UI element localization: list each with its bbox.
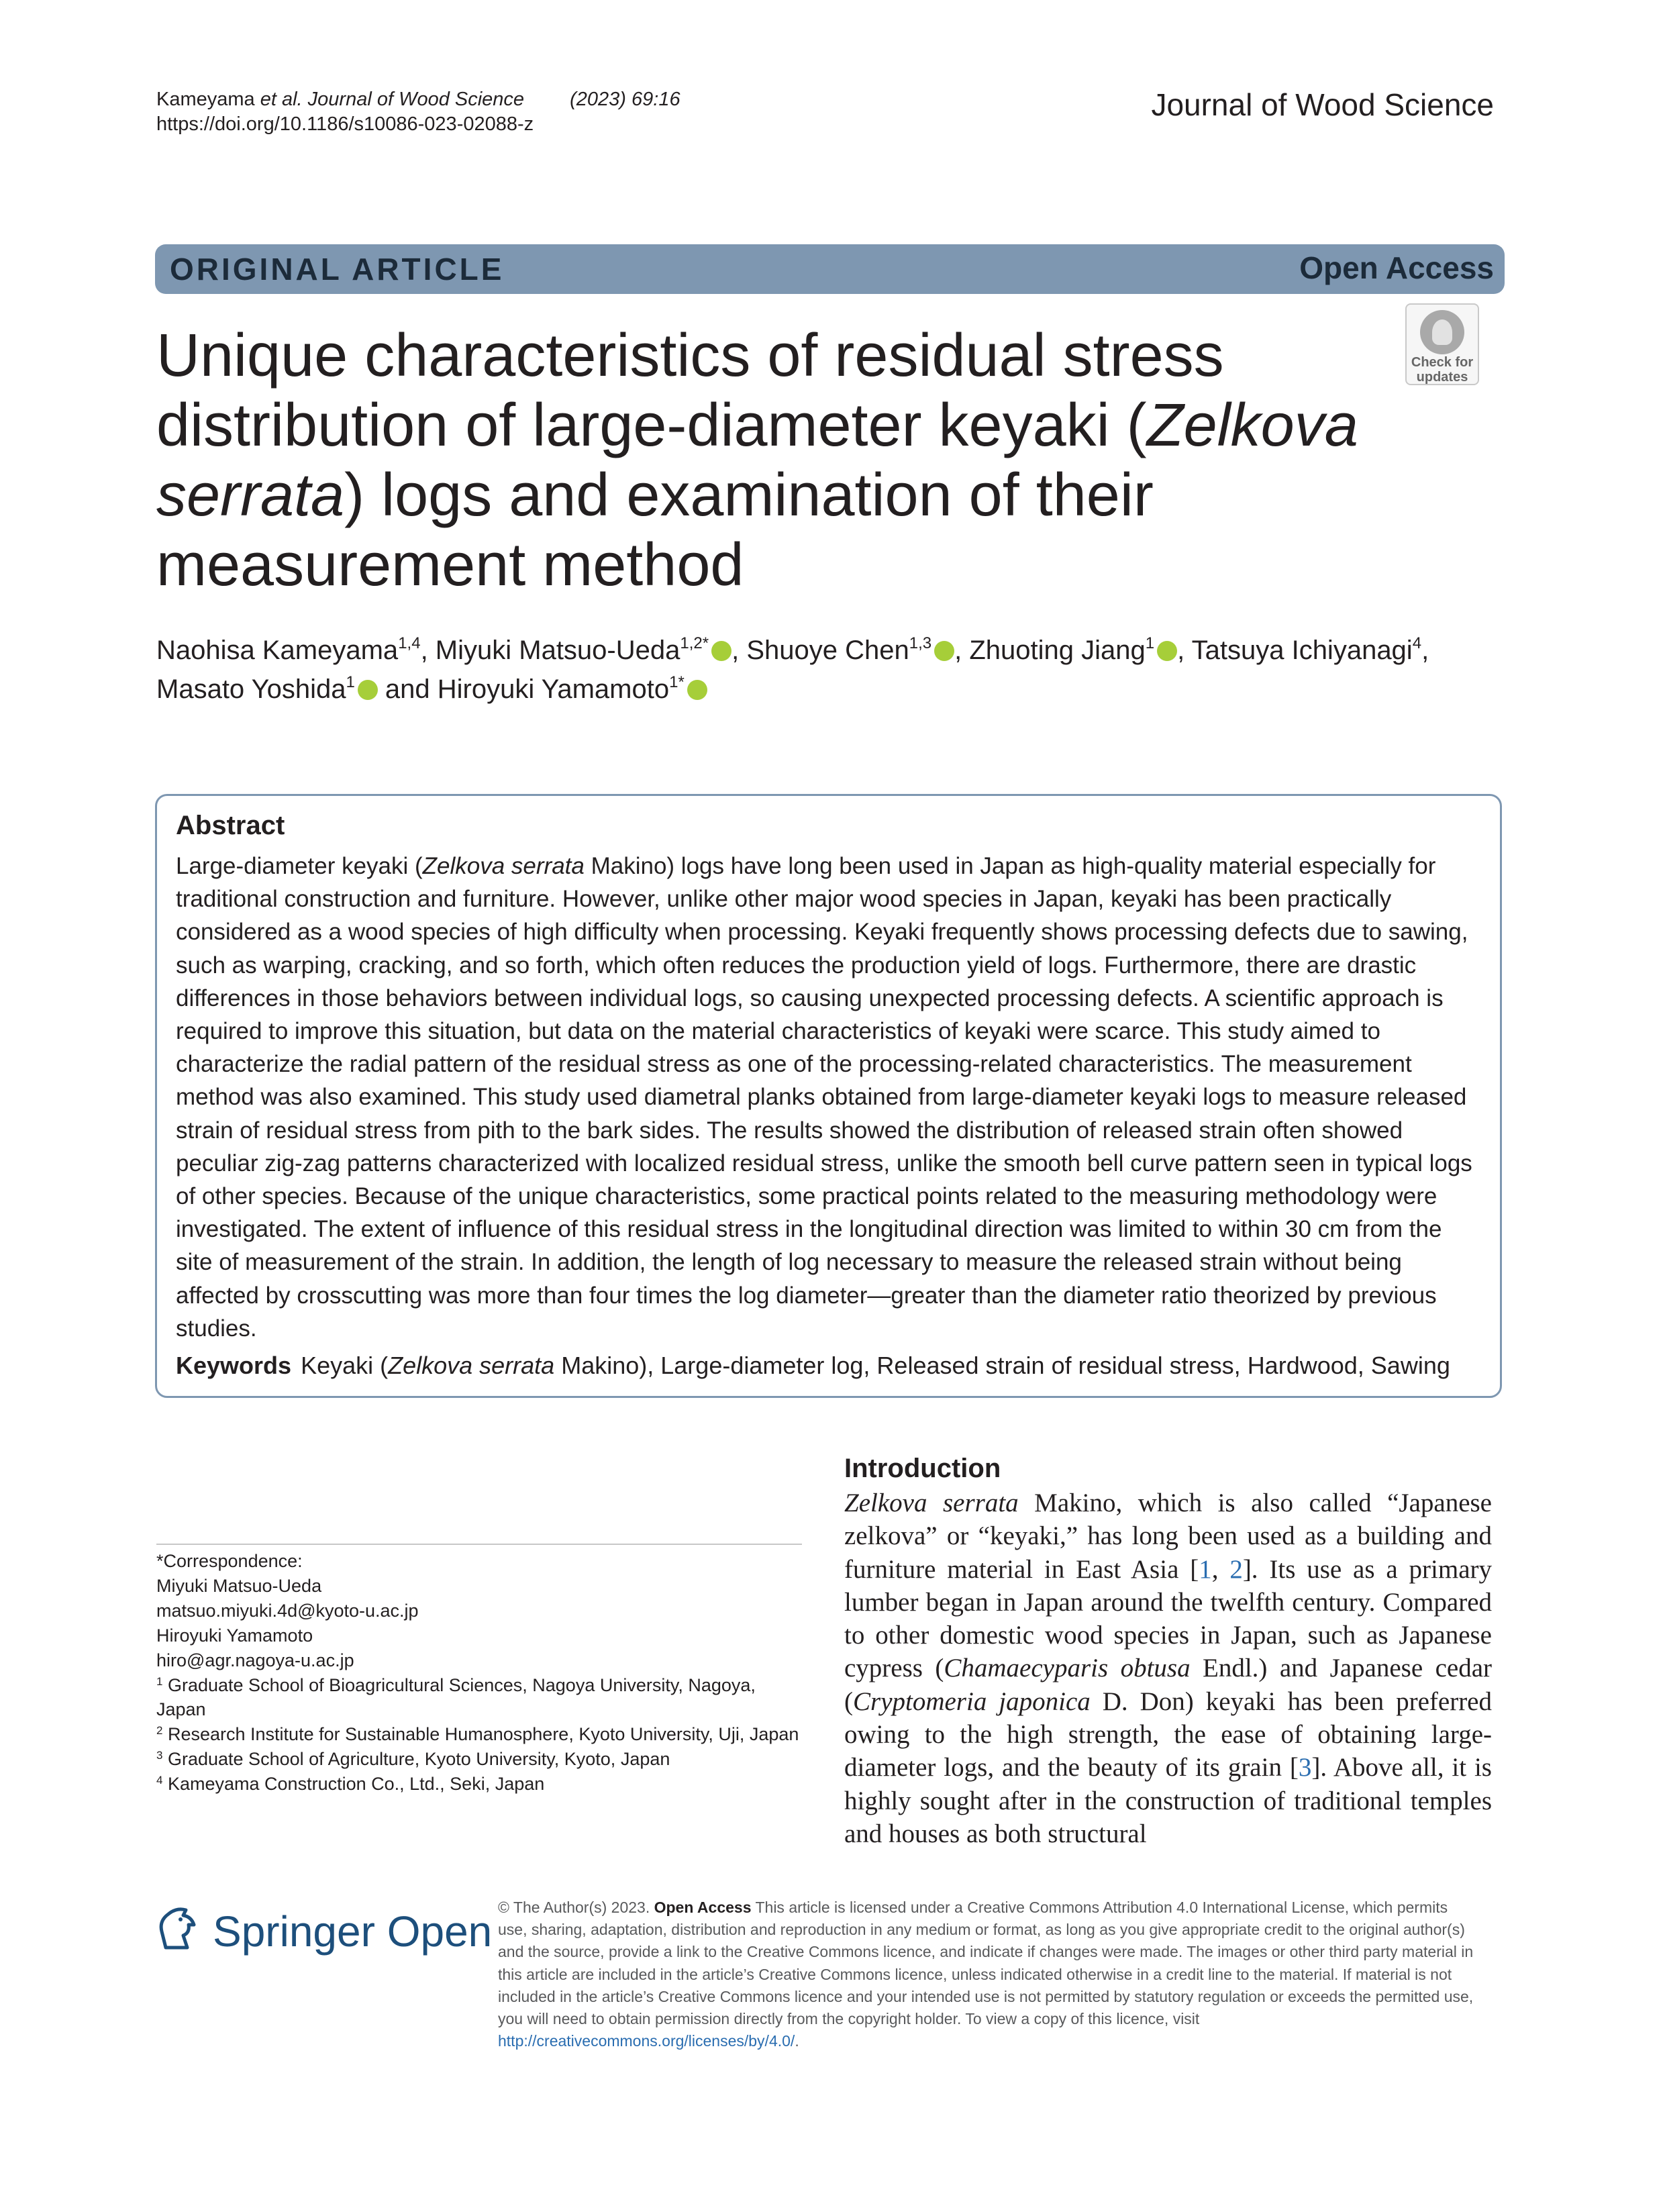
author-name: Zhuoting Jiang (969, 636, 1146, 665)
doi-link[interactable]: https://doi.org/10.1186/s10086-023-02088-z (156, 113, 534, 135)
text-fragment: This article is licensed under a Creative Commons Attribution 4.0 International License, which permits use, sharing, adaptation, distribution and reproduction in any medium or format, as long as you give appropriate credit to the original author(s) and the source, provide a link to the Creative Commons licence, and indicate if changes were made. The images or other third party material in this article are included in the article’s Creative Commons licence, unless indicated otherwise in a credit line to the material. If material is not included in the article’s Creative Commons licence and your intended use is not permitted by statutory regulation or exceeds the permitted use, you will need to obtain permission directly from the copyright holder. To view a copy of this licence, visit (498, 1899, 1474, 2028)
check-updates-line1: Check for (1411, 355, 1474, 370)
text-fragment: Unique characteristics of residual stress distribution of large-diameter keyaki ( (156, 322, 1224, 459)
author-name: Shuoye Chen (746, 636, 909, 665)
citation-year: (2023) 69:16 (570, 89, 680, 110)
introduction-heading: Introduction (844, 1454, 1001, 1483)
citation-etal: et al. (260, 89, 303, 110)
publisher-name-b: Open (387, 1907, 493, 1956)
correspondence-label: *Correspondence: (156, 1551, 303, 1571)
text-fragment: Zelkova serrata (388, 1352, 555, 1379)
orcid-icon[interactable] (358, 680, 378, 700)
author-name: Miyuki Matsuo-Ueda (435, 636, 680, 665)
citation-authors: Kameyama (156, 89, 260, 110)
text-fragment: Chamaecyparis obtusa (944, 1654, 1191, 1683)
springer-horse-icon (156, 1905, 201, 1952)
author-separator: and (377, 674, 438, 704)
author-affiliation: 1,4 (398, 634, 421, 652)
author-separator: , (1421, 636, 1429, 665)
article-title (156, 321, 1445, 600)
text-fragment: Keyaki ( (301, 1352, 389, 1379)
orcid-icon[interactable] (1157, 641, 1177, 661)
reference-link-3[interactable]: 3 (1298, 1753, 1312, 1782)
affiliation-item (156, 1673, 801, 1723)
correspondence-name-2: Hiroyuki Yamamoto (156, 1625, 313, 1646)
text-fragment: © The Author(s) 2023. (498, 1899, 654, 1916)
text-fragment: ) logs and examination of their measurement method (156, 462, 1154, 599)
text-fragment: Open Access (654, 1899, 752, 1916)
author-affiliation: 1 (346, 673, 355, 691)
affiliation-item (156, 1747, 801, 1772)
text-fragment: ]. Above all, it is highly sought after in the construction of traditional temples and houses as both structural (844, 1753, 1492, 1848)
springer-open-logo (156, 1899, 493, 1966)
orcid-icon[interactable] (934, 641, 954, 661)
article-type: ORIGINAL ARTICLE (170, 252, 505, 287)
affiliation-item (156, 1772, 801, 1797)
publisher-name-a: Springer (213, 1907, 375, 1956)
author-affiliation: 1,3 (909, 634, 932, 652)
author-name: Tatsuya Ichiyanagi (1191, 636, 1413, 665)
author-separator: , (1177, 636, 1192, 665)
text-fragment: Zelkova serrata (156, 392, 1358, 529)
keywords (176, 1352, 1450, 1380)
orcid-icon[interactable] (687, 680, 707, 700)
introduction-text (844, 1487, 1492, 1850)
affiliation-number: 4 (156, 1774, 163, 1787)
journal-name: Journal of Wood Science (1151, 87, 1494, 122)
author-name: Hiroyuki Yamamoto (437, 674, 670, 704)
text-fragment: Makino) logs have long been used in Japan as high-quality material especially for traditional construction and furniture. However, unlike other major wood species in Japan, keyaki has been practically considered as a wood species of high difficulty when processing. Keyaki frequently shows processing defects due to sawing, such as warping, cracking, and so forth, which often reduces the production yield of logs. Furthermore, there are drastic differences in those behaviors between individual logs, so causing unexpected processing defects. A scientific approach is required to improve this situation, but data on the material characteristics of keyaki were scarce. This study aimed to characterize the radial pattern of the residual stress as one of the processing-related characteristics. The measurement method was also examined. This study used diametral planks obtained from large-diameter keyaki logs to measure released strain of residual stress from pith to the bark sides. The results showed the distribution of released strain often showed peculiar zig-zag patterns characterized with localized residual stress, unlike the smooth bell curve pattern seen in typical logs of other species. Because of the unique characteristics, some practical points related to the measuring methodology were investigated. The extent of influence of this residual stress in the longitudinal direction was limited to within 30 cm from the site of measurement of the strain. In addition, the length of log necessary to measure the released strain without being affected by crosscutting was more than four times the log diameter—greater than the diameter ratio theorized by previous studies. (176, 853, 1472, 1342)
abstract-box (155, 794, 1502, 1398)
author-affiliation: 1,2* (680, 634, 709, 652)
text-fragment: Zelkova serrata (422, 853, 585, 879)
affiliation-text: Kameyama Construction Co., Ltd., Seki, Japan (167, 1774, 545, 1795)
license-link[interactable]: http://creativecommons.org/licenses/by/4.0/ (498, 2032, 795, 2050)
abstract-heading: Abstract (176, 811, 285, 840)
affiliation-number: 2 (156, 1724, 163, 1738)
text-fragment: Endl.) and Japanese cedar ( (844, 1654, 1493, 1716)
check-updates-line2: updates (1416, 370, 1468, 385)
correspondence-email-2[interactable]: hiro@agr.nagoya-u.ac.jp (156, 1650, 354, 1670)
text-fragment: , (1211, 1554, 1230, 1584)
keywords-label: Keywords (176, 1352, 292, 1379)
author-separator: , (731, 636, 747, 665)
correspondence-block (156, 1549, 801, 1797)
author-separator: , (420, 636, 436, 665)
text-fragment: D. Don) keyaki has been preferred owing to the high strength, the ease of obtaining large-diameter logs, and the beauty of its grain [ (844, 1687, 1492, 1782)
affiliation-number: 1 (156, 1674, 163, 1688)
affiliation-text: Research Institute for Sustainable Humanosphere, Kyoto University, Uji, Japan (167, 1724, 799, 1745)
text-fragment: Large-diameter keyaki ( (176, 853, 423, 879)
text-fragment: ]. Its use as a primary lumber began in Japan around the twelfth century. Compared to other domestic wood species in Japan, such as Japanese cypress ( (844, 1554, 1492, 1683)
text-fragment: Zelkova serrata (844, 1489, 1019, 1517)
article-type-banner (155, 244, 1505, 294)
footnote-divider (156, 1544, 802, 1545)
author-name: Naohisa Kameyama (156, 636, 399, 665)
reference-link-2[interactable]: 2 (1229, 1554, 1243, 1584)
author-affiliation: 4 (1412, 634, 1422, 652)
correspondence-name-1: Miyuki Matsuo-Ueda (156, 1575, 322, 1596)
author-list (156, 631, 1505, 709)
author-affiliation: 1* (669, 673, 685, 691)
correspondence-email-1[interactable]: matsuo.miyuki.4d@kyoto-u.ac.jp (156, 1600, 419, 1621)
author-affiliation: 1 (1145, 634, 1155, 652)
affiliation-number: 3 (156, 1749, 163, 1762)
abstract-text (176, 850, 1484, 1345)
open-access-label: Open Access (1299, 250, 1494, 285)
text-fragment: . (795, 2032, 799, 2050)
license-text (498, 1897, 1478, 2052)
text-fragment: Makino, which is also called “Japanese zelkova” or “keyaki,” has long been used as a building and furniture material in East Asia [ (844, 1489, 1492, 1584)
author-name: Masato Yoshida (156, 674, 346, 704)
author-separator: , (954, 636, 970, 665)
affiliation-text: Graduate School of Agriculture, Kyoto University, Kyoto, Japan (167, 1749, 670, 1770)
text-fragment: Makino), Large-diameter log, Released strain of residual stress, Hardwood, Sawing (554, 1352, 1450, 1379)
citation-journal: Journal of Wood Science (302, 89, 525, 110)
affiliation-text: Graduate School of Bioagricultural Sciences, Nagoya University, Nagoya, Japan (156, 1674, 756, 1720)
affiliation-item (156, 1722, 801, 1747)
text-fragment: Cryptomeria japonica (853, 1687, 1091, 1716)
reference-link-1[interactable]: 1 (1199, 1554, 1212, 1584)
running-header-citation (156, 87, 680, 137)
orcid-icon[interactable] (711, 641, 731, 661)
